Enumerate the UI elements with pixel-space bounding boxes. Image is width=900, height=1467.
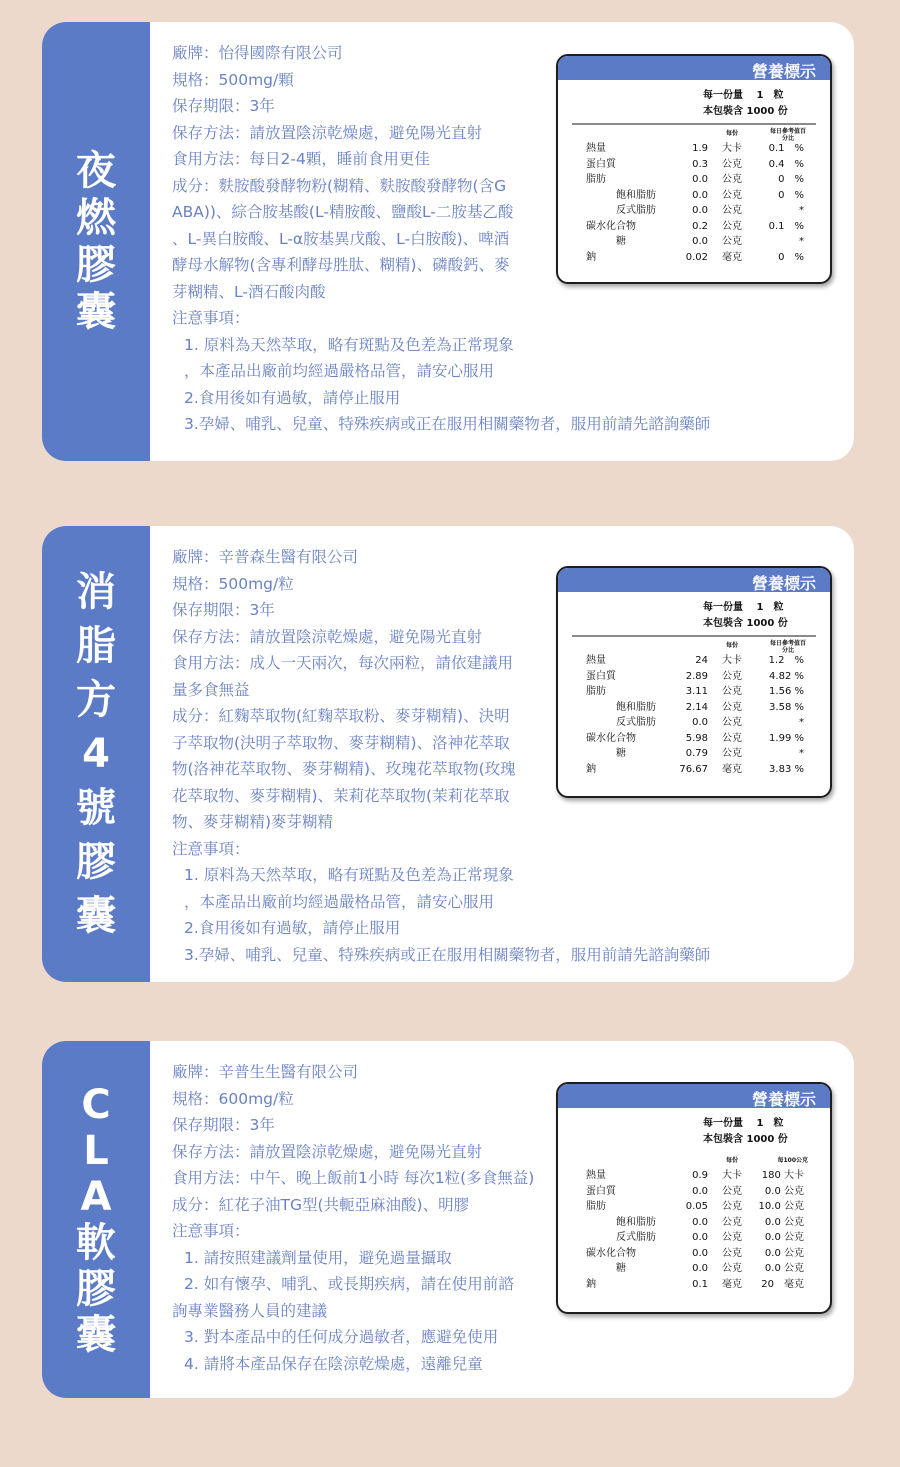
nutrient-name: 反式脂肪 [616,1232,656,1243]
col-each-header: 每份 [726,642,739,649]
nutrient-name: 脂肪 [586,686,606,697]
ingredients-line: 物、麥芽糊精)麥芽糊精 [172,813,334,831]
nutrient-name: 熱量 [586,655,606,666]
nutrition-row [558,762,830,778]
nutrient-daily: 0.1 % [768,220,804,232]
nutrient-daily: 3.58 % [769,701,804,713]
nutrition-row [558,1277,830,1293]
nutrition-row [558,1199,830,1215]
nutrition-row [558,1261,830,1277]
nutrient-unit: 公克 [722,236,742,247]
note-line: 3.孕婦、哺乳、兒童、特殊疾病或正在服用相關藥物者，服用前請先諮詢藥師 [184,945,711,964]
nutrition-row [558,1230,830,1246]
nutrient-daily: 0.1 % [768,143,804,154]
nutrient-unit: 毫克 [722,251,742,263]
nutrient-daily: 0 % [778,189,804,201]
nutrition-row [558,141,830,157]
product-title [76,148,116,336]
usage-line: 食用方法：中午、晚上飯前1小時 每次1粒(多食無益) [172,1169,535,1187]
note-line: 2. 如有懷孕、哺乳、或長期疾病，請在使用前諮 [184,1275,514,1293]
nutrient-unit: 毫克 [722,763,742,775]
nutrient-daily: 1.56 % [769,686,804,697]
nutrient-unit: 公克 [722,1185,742,1197]
nutrient-name: 熱量 [586,1170,606,1181]
product-title [76,565,116,943]
nutrient-unit: 公克 [722,1263,742,1274]
nutrition-row [558,157,830,173]
nutrient-unit: 毫克 [722,1278,742,1290]
nutrient-name: 脂肪 [586,1201,606,1212]
nutrient-unit: 大卡 [722,655,742,666]
nutrition-row [558,653,830,669]
nutrient-unit: 大卡 [722,1170,742,1181]
nutrient-unit: 公克 [722,205,742,216]
nutrient-amount: 0.1 [692,1278,708,1290]
nutrient-unit: 大卡 [722,143,742,154]
nutrition-row [558,684,830,700]
serving-size: 每一份量 1 粒 [703,90,784,101]
title-char: 夜 [76,147,116,194]
nutrition-row [558,1168,830,1184]
col-daily-header: 每日參考值百分比 [769,128,806,142]
nutrient-name: 反式脂肪 [616,205,656,216]
nutrition-row [558,669,830,685]
nutrient-amount: 24 [695,655,708,666]
nutrient-name: 鈉 [586,1278,596,1290]
nutrient-name: 熱量 [586,143,606,154]
nutrient-name: 碳水化合物 [586,1247,636,1259]
title-char: 方 [76,677,116,723]
nutrient-amount: 0.0 [692,1216,708,1228]
servings-per-package: 本包裝含 1000 份 [703,618,788,629]
note-line: 詢專業醫務人員的建議 [172,1301,328,1320]
spec-line: 規格：500mg/顆 [172,70,294,89]
nutrient-name: 蛋白質 [586,158,616,170]
nutrient-unit: 公克 [722,670,742,682]
nutrient-daily: * [799,717,804,728]
brand-line: 廠牌：辛普森生醫有限公司 [172,548,359,566]
nutrient-unit: 公克 [722,189,742,201]
storage-line: 保存方法：請放置陰涼乾燥處，避免陽光直射 [172,1142,483,1161]
nutrition-row [558,731,830,747]
product-card-1 [42,22,854,461]
nutrient-per-100g: 180 大卡 [761,1170,804,1181]
nutrient-amount: 76.67 [679,763,708,775]
nutrition-row [558,250,830,266]
nutrition-row [558,715,830,731]
nutrient-unit: 公克 [722,1232,742,1243]
nutrient-daily: 0 % [778,174,804,185]
nutrition-row [558,1215,830,1231]
title-char: 4 [82,731,110,777]
nutrition-title: 營養標示 [558,1084,830,1108]
nutrient-unit: 公克 [722,732,742,744]
servings-per-package: 本包裝含 1000 份 [703,1134,788,1145]
nutrient-amount: 0.0 [692,205,708,216]
nutrient-name: 糖 [616,1263,626,1274]
shelf-life-line: 保存期限：3年 [172,97,275,115]
nutrient-amount: 0.0 [692,236,708,247]
nutrient-amount: 2.14 [685,701,708,713]
nutrient-name: 鈉 [586,251,596,263]
spec-line: 規格：600mg/粒 [172,1089,294,1108]
nutrient-daily: 3.83 % [769,763,804,775]
nutrition-row [558,700,830,716]
ingredients-line: 子萃取物(決明子萃取物、麥芽糊精)、洛神花萃取 [172,733,510,752]
nutrition-row [558,1246,830,1262]
col-each-header: 每份 [726,1157,739,1164]
nutrition-row [558,188,830,204]
nutrient-name: 飽和脂肪 [616,701,656,713]
nutrient-per-100g: 20 毫克 [761,1278,804,1290]
nutrient-amount: 0.0 [692,1263,708,1274]
ingredients-line: 芽糊精、L-酒石酸肉酸 [172,282,326,301]
product-title-bar [42,22,150,461]
nutrient-daily: * [799,205,804,216]
nutrient-daily: 1.2 % [768,655,804,666]
col-each-header: 每份 [726,130,739,137]
nutrient-per-100g: 0.0 公克 [764,1263,804,1274]
note-line: 3.孕婦、哺乳、兒童、特殊疾病或正在服用相關藥物者，服用前請先諮詢藥師 [184,415,711,433]
nutrient-per-100g: 0.0 公克 [764,1185,804,1197]
nutrient-amount: 0.9 [692,1170,708,1181]
nutrition-label [556,54,832,284]
nutrient-name: 糖 [616,748,626,759]
brand-line: 廠牌：怡得國際有限公司 [172,44,343,62]
nutrition-label [556,1082,832,1314]
nutrient-name: 脂肪 [586,174,606,185]
ingredients-line: 花萃取物、麥芽糊精)、茉莉花萃取物(茉莉花萃取 [172,786,510,805]
title-char: 囊 [76,893,116,939]
nutrient-unit: 公克 [722,701,742,713]
nutrient-unit: 公克 [722,158,742,170]
nutrient-name: 碳水化合物 [586,220,636,232]
nutrient-unit: 公克 [722,686,742,697]
product-title-bar [42,526,150,982]
nutrient-per-100g: 0.0 公克 [764,1232,804,1243]
nutrient-unit: 公克 [722,717,742,728]
nutrient-unit: 公克 [722,1201,742,1212]
title-char: 膠 [76,839,116,885]
title-char: 消 [76,569,116,615]
nutrient-amount: 0.0 [692,174,708,185]
nutrient-per-100g: 10.0 公克 [758,1201,804,1212]
product-title [76,1082,116,1358]
note-line: 2.食用後如有過敏，請停止服用 [184,919,401,937]
nutrition-row [558,234,830,250]
brand-line: 廠牌：辛普生生醫有限公司 [172,1063,359,1081]
title-char: 膠 [76,241,116,288]
nutrient-amount: 0.3 [692,158,708,170]
notes-heading: 注意事項： [172,839,250,858]
notes-heading: 注意事項： [172,1222,250,1240]
nutrient-amount: 0.2 [692,220,708,232]
usage-line: 食用方法：成人一天兩次，每次兩粒，請依建議用 [172,654,514,672]
serving-size: 每一份量 1 粒 [703,602,784,613]
note-line: 3. 對本產品中的任何成分過敏者，應避免使用 [184,1328,499,1346]
serving-size: 每一份量 1 粒 [703,1118,784,1129]
notes-heading: 注意事項： [172,309,250,327]
product-title-bar [42,1041,150,1398]
ingredients-line: 酵母水解物(含專利酵母胜肽、糊精)、磷酸鈣、麥 [172,256,510,274]
title-char: C [81,1081,111,1128]
nutrient-name: 糖 [616,236,626,247]
nutrient-unit: 公克 [722,748,742,759]
nutrient-per-100g: 0.0 公克 [764,1216,804,1228]
col-daily-header: 每100公克 [777,1157,808,1164]
nutrition-row [558,1184,830,1200]
nutrient-amount: 2.89 [685,670,708,682]
shelf-life-line: 保存期限：3年 [172,1116,275,1134]
nutrient-amount: 5.98 [685,732,708,744]
title-char: 號 [76,785,116,831]
note-line: 1. 請按照建議劑量使用，避免過量攝取 [184,1248,452,1267]
nutrition-label [556,566,832,798]
ingredients-line: 成分：麩胺酸發酵物粉(糊精、麩胺酸發酵物(含G [172,176,507,195]
storage-line: 保存方法：請放置陰涼乾燥處，避免陽光直射 [172,627,483,646]
nutrient-unit: 公克 [722,174,742,185]
note-line: 1. 原料為天然萃取，略有斑點及色差為正常現象 [184,335,514,354]
usage-line: 量多食無益 [172,680,250,699]
nutrient-per-100g: 0.0 公克 [764,1247,804,1259]
nutrient-amount: 0.0 [692,1185,708,1197]
title-char: 囊 [76,1311,116,1358]
nutrient-amount: 0.0 [692,1232,708,1243]
title-char: 軟 [76,1219,116,1266]
ingredients-line: 、L-異白胺酸、L-α胺基異戊酸、L-白胺酸)、啤酒 [172,229,510,248]
nutrition-row [558,219,830,235]
ingredients-line: 物(洛神花萃取物、麥芽糊精)、玫瑰花萃取物(玫瑰 [172,760,516,778]
product-card-2 [42,526,854,982]
nutrient-name: 蛋白質 [586,670,616,682]
nutrient-name: 反式脂肪 [616,717,656,728]
nutrient-amount: 0.05 [685,1201,708,1212]
spec-line: 規格：500mg/粒 [172,574,294,593]
nutrient-unit: 公克 [722,220,742,232]
usage-line: 食用方法：每日2-4顆，睡前食用更佳 [172,150,430,168]
nutrient-name: 飽和脂肪 [616,189,656,201]
title-char: 囊 [76,288,116,335]
nutrient-amount: 3.11 [685,686,708,697]
product-card-3 [42,1041,854,1398]
title-char: L [83,1127,109,1174]
note-line: 1. 原料為天然萃取，略有斑點及色差為正常現象 [184,866,514,884]
nutrition-title: 營養標示 [558,56,830,80]
note-line: ，本產品出廠前均經過嚴格品管，請安心服用 [184,892,495,911]
nutrient-daily: 1.99 % [769,732,804,744]
title-char: 脂 [76,623,116,669]
title-char: A [80,1173,112,1220]
nutrient-unit: 公克 [722,1247,742,1259]
note-line: ，本產品出廠前均經過嚴格品管，請安心服用 [184,362,495,380]
nutrient-daily: 0.4 % [768,158,804,170]
storage-line: 保存方法：請放置陰涼乾燥處，避免陽光直射 [172,123,483,142]
ingredients-line: 成分：紅麴萃取物(紅麴萃取粉、麥芽糊精)、決明 [172,707,510,725]
title-char: 膠 [76,1265,116,1312]
nutrient-unit: 公克 [722,1216,742,1228]
note-line: 2.食用後如有過敏，請停止服用 [184,388,401,407]
nutrition-title: 營養標示 [558,568,830,592]
nutrient-name: 飽和脂肪 [616,1216,656,1228]
ingredients-line: 成分：紅花子油TG型(共軛亞麻油酸)、明膠 [172,1195,470,1214]
nutrition-row [558,203,830,219]
nutrient-daily: * [799,236,804,247]
nutrient-name: 碳水化合物 [586,732,636,744]
servings-per-package: 本包裝含 1000 份 [703,106,788,117]
note-line: 4. 請將本產品保存在陰涼乾燥處，遠離兒童 [184,1354,483,1373]
nutrient-amount: 1.9 [692,143,708,154]
nutrient-amount: 0.0 [692,717,708,728]
nutrient-amount: 0.79 [685,748,708,759]
shelf-life-line: 保存期限：3年 [172,601,275,619]
nutrient-amount: 0.0 [692,1247,708,1259]
title-char: 燃 [76,194,116,241]
col-daily-header: 每日參考值百分比 [769,640,806,654]
nutrition-row [558,172,830,188]
ingredients-line: ABA))、綜合胺基酸(L-精胺酸、鹽酸L-二胺基乙酸 [172,203,514,221]
nutrition-row [558,746,830,762]
nutrient-daily: 4.82 % [769,670,804,682]
nutrient-amount: 0.0 [692,189,708,201]
nutrient-daily: * [799,748,804,759]
nutrient-daily: 0 % [778,251,804,263]
nutrient-name: 蛋白質 [586,1185,616,1197]
nutrient-name: 鈉 [586,763,596,775]
nutrient-amount: 0.02 [685,251,708,263]
